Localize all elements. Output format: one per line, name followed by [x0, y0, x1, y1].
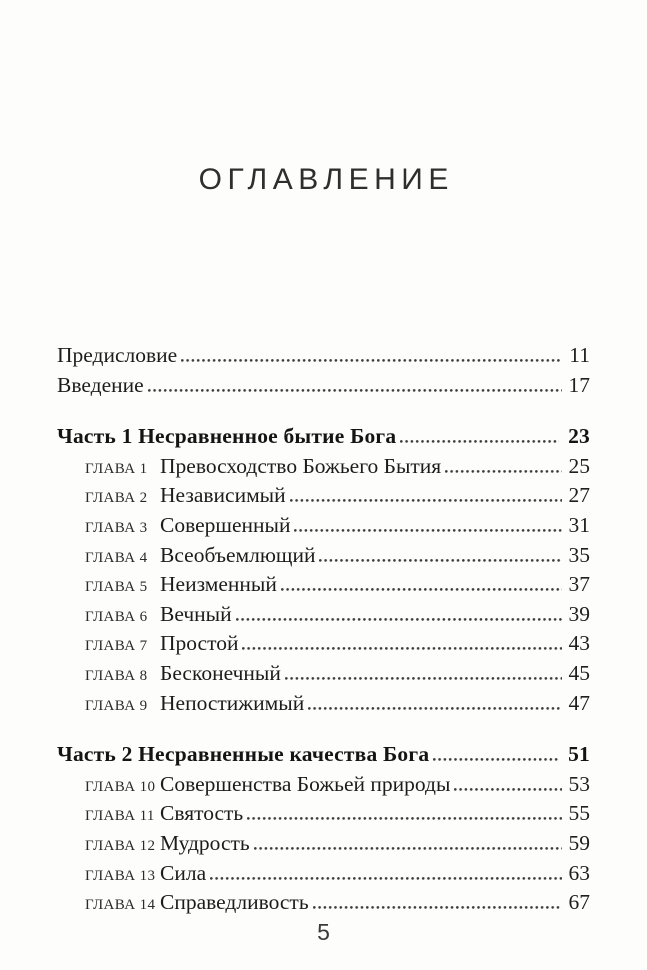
toc-entry [57, 452, 590, 482]
entry-title: Независимый [160, 483, 286, 508]
entry-title: Превосходство Божьего Бытия [160, 453, 442, 478]
entry-title: Совершенный [160, 512, 291, 537]
entry-page: 47 [568, 690, 590, 715]
entry-page: 23 [568, 424, 590, 449]
entry-page: 53 [568, 771, 590, 796]
entry-page: 67 [568, 890, 590, 915]
leader-dots [254, 846, 562, 850]
chapter-label: ГЛАВА 8 [85, 667, 148, 684]
entry-page: 11 [569, 343, 590, 367]
toc-entry [57, 541, 590, 571]
chapter-label: ГЛАВА 6 [85, 608, 148, 625]
toc-entry [57, 600, 590, 630]
entry-page: 35 [568, 542, 590, 567]
chapter-label: ГЛАВА 2 [85, 490, 148, 507]
toc-entry [57, 859, 590, 889]
page-title: ОГЛАВЛЕНИЕ [198, 163, 454, 196]
entry-title: Святость [160, 801, 244, 826]
entry-page: 43 [568, 631, 590, 656]
leader-dots [454, 787, 562, 791]
toc-entry [57, 511, 590, 541]
toc-entry [57, 799, 590, 829]
chapter-label: ГЛАВА 1 [85, 460, 148, 477]
toc-list [57, 341, 590, 918]
toc-entry [57, 659, 590, 689]
leader-dots [285, 676, 562, 680]
entry-page: 59 [568, 830, 590, 855]
chapter-label: ГЛАВА 7 [85, 638, 148, 655]
entry-page: 55 [568, 801, 590, 826]
leader-dots [308, 706, 562, 710]
entry-page: 31 [568, 512, 590, 537]
entry-title: Часть 2 Несравненные качества Бога [57, 742, 430, 767]
chapter-label: ГЛАВА 5 [85, 579, 148, 596]
entry-page: 45 [568, 660, 590, 685]
folio-page-number: 5 [317, 919, 330, 945]
leader-dots [181, 358, 562, 362]
entry-title: Вечный [160, 601, 232, 626]
toc-entry [57, 570, 590, 600]
leader-dots [313, 905, 562, 909]
chapter-label: ГЛАВА 10 [85, 778, 156, 795]
entry-title: Справедливость [160, 890, 309, 915]
leader-dots [236, 617, 562, 621]
chapter-label: ГЛАВА 9 [85, 697, 148, 714]
leader-dots [294, 528, 562, 532]
toc-entry [57, 629, 590, 659]
entry-title: Совершенства Божьей природы [160, 771, 451, 796]
entry-title: Неизменный [160, 572, 277, 597]
entry-page: 17 [568, 372, 590, 397]
entry-title: Сила [160, 860, 207, 885]
chapter-label: ГЛАВА 11 [85, 808, 155, 825]
toc-entry [57, 341, 590, 371]
entry-page: 63 [568, 860, 590, 885]
entry-page: 51 [568, 742, 590, 767]
entry-title: Предисловие [57, 343, 178, 367]
leader-dots [242, 646, 562, 650]
leader-dots [445, 469, 562, 473]
toc-entry [57, 740, 590, 770]
leader-dots [247, 816, 562, 820]
entry-page: 37 [568, 572, 590, 597]
chapter-label: ГЛАВА 13 [85, 867, 156, 884]
leader-dots [281, 587, 562, 591]
entry-title: Введение [57, 372, 144, 397]
toc-entry [57, 829, 590, 859]
entry-title: Бесконечный [160, 660, 281, 685]
toc-entry [57, 481, 590, 511]
toc-entry [57, 689, 590, 719]
toc-entry [57, 888, 590, 918]
chapter-label: ГЛАВА 12 [85, 837, 156, 854]
chapter-label: ГЛАВА 3 [85, 519, 148, 536]
toc-entry [57, 422, 590, 452]
chapter-label: ГЛАВА 14 [85, 897, 156, 914]
entry-page: 39 [568, 601, 590, 626]
entry-page: 27 [568, 483, 590, 508]
toc-entry [57, 371, 590, 401]
toc-entry [57, 770, 590, 800]
leader-dots [290, 498, 562, 502]
chapter-label: ГЛАВА 4 [85, 549, 148, 566]
leader-dots [319, 558, 562, 562]
leader-dots [210, 876, 562, 880]
leader-dots [148, 388, 562, 392]
leader-dots [400, 439, 559, 443]
entry-title: Мудрость [160, 830, 250, 855]
leader-dots [433, 757, 559, 761]
entry-title: Всеобъемлющий [160, 542, 316, 567]
entry-title: Простой [160, 631, 239, 656]
entry-page: 25 [568, 453, 590, 478]
entry-title: Часть 1 Несравненное бытие Бога [57, 424, 397, 449]
entry-title: Непостижимый [160, 690, 305, 715]
